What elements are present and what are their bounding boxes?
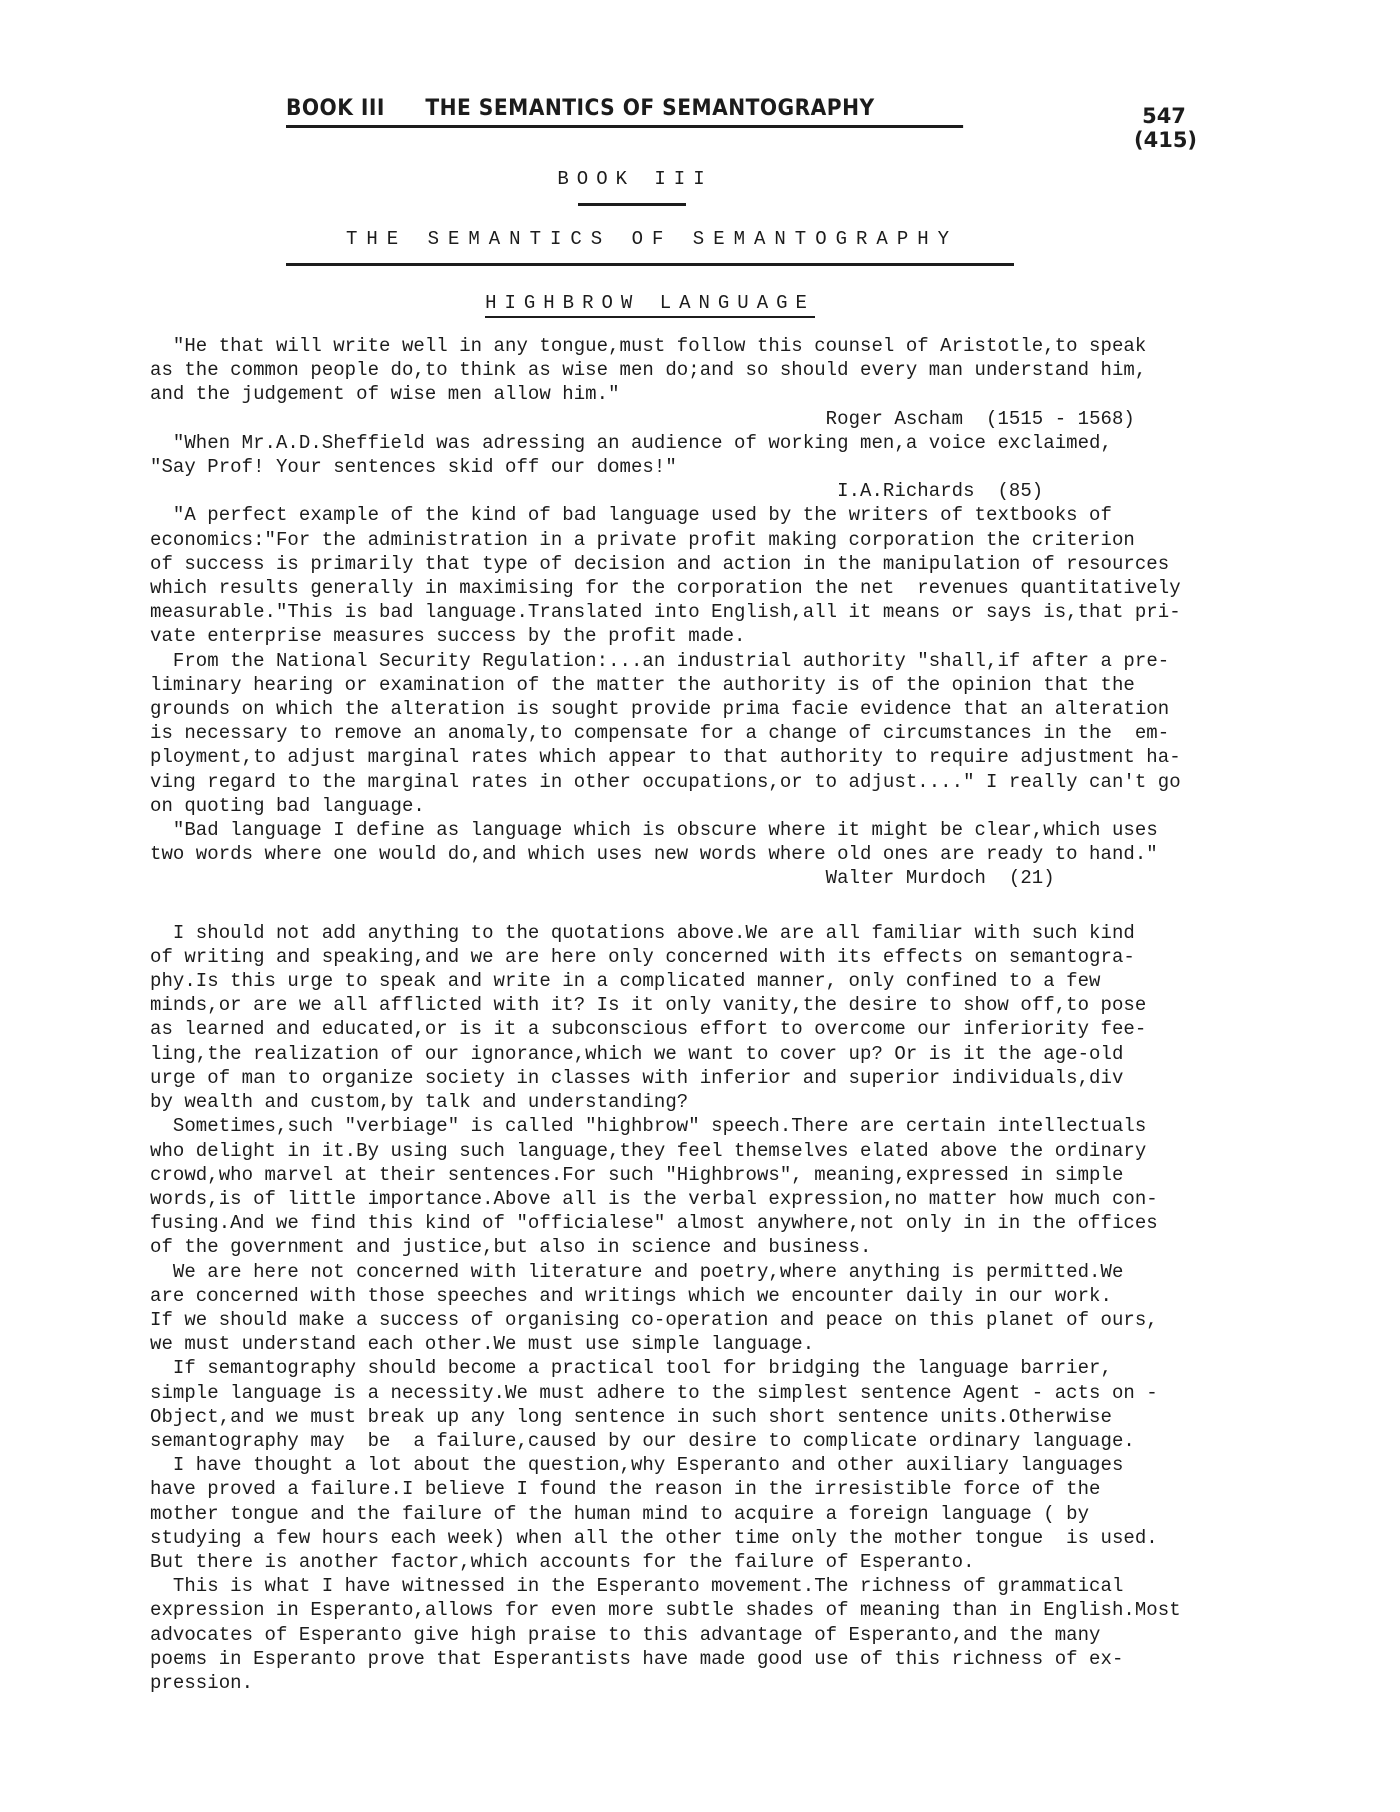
- quote-line: of success is primarily that type of decision and action in the manipulation of resources: [150, 552, 1170, 575]
- running-header-book: BOOK III: [286, 96, 385, 121]
- body-line: urge of man to organize society in classes with inferior and superior individuals,div: [150, 1066, 1124, 1089]
- book-subtitle: THE SEMANTICS OF SEMANTOGRAPHY: [345, 228, 959, 250]
- quote-line: "Bad language I define as language which is obscure where it might be clear,which uses: [150, 819, 1158, 842]
- body-line: by wealth and custom,by talk and understanding?: [150, 1091, 689, 1114]
- body-line: phy.Is this urge to speak and write in a complicated manner, only confined to a few: [150, 970, 1101, 993]
- quote-line: and the judgement of wise men allow him.": [150, 383, 620, 406]
- quote-block: [150, 503, 1260, 920]
- body-line: advocates of Esperanto give high praise to this advantage of Esperanto,and the many: [150, 1623, 1101, 1646]
- body-line: We are here not concerned with literature and poetry,where anything is permitted.We: [150, 1260, 1124, 1283]
- body-line: words,is of little importance.Above all is the verbal expression,no matter how much con-: [150, 1187, 1158, 1210]
- quote-line: measurable."This is bad language.Translated into English,all it means or says is,that pri-: [150, 601, 1181, 624]
- quote-line: on quoting bad language.: [150, 794, 425, 817]
- running-header-title: THE SEMANTICS OF SEMANTOGRAPHY: [425, 96, 875, 121]
- body-text: [150, 334, 1260, 1695]
- quote-line: ving regard to the marginal rates in other occupations,or to adjust...." I really can't go: [150, 770, 1181, 793]
- body-line: This is what I have witnessed in the Esperanto movement.The richness of grammatical: [150, 1575, 1124, 1598]
- body-line: mother tongue and the failure of the human mind to acquire a foreign language ( by: [150, 1502, 1090, 1525]
- quote-line: vate enterprise measures success by the profit made.: [150, 625, 746, 648]
- quote-line: economics:"For the administration in a private profit making corporation the criterion: [150, 528, 1135, 551]
- body-line: expression in Esperanto,allows for even more subtle shades of meaning than in English.Most: [150, 1599, 1181, 1622]
- body-line: minds,or are we all afflicted with it? Is it only vanity,the desire to show off,to pose: [150, 994, 1147, 1017]
- body-line: of writing and speaking,and we are here only concerned with its effects on semantogra-: [150, 945, 1135, 968]
- body-line: I should not add anything to the quotations above.We are all familiar with such kind: [150, 921, 1135, 944]
- quote-citation: I.A.Richards (85): [150, 480, 1044, 503]
- body-line: of the government and justice,but also in science and business.: [150, 1236, 872, 1259]
- quote-line: "A perfect example of the kind of bad language used by the writers of textbooks of: [150, 504, 1112, 527]
- body-line: But there is another factor,which accounts for the failure of Esperanto.: [150, 1550, 975, 1573]
- body-line: have proved a failure.I believe I found the reason in the irresistible force of the: [150, 1478, 1101, 1501]
- body-line: Sometimes,such "verbiage" is called "highbrow" speech.There are certain intellectuals: [150, 1115, 1147, 1138]
- book-title: BOOK III: [557, 168, 713, 190]
- page-number-alt: (415): [1134, 128, 1198, 152]
- main-paragraphs: [150, 921, 1260, 1696]
- quote-line: "He that will write well in any tongue,must follow this counsel of Aristotle,to speak: [150, 335, 1147, 357]
- quote-citation: Walter Murdoch (21): [150, 867, 1055, 890]
- page-number-main: 547: [1142, 104, 1186, 128]
- book-title-rule: [578, 203, 686, 206]
- page-number: [1134, 104, 1198, 152]
- running-header: [286, 96, 963, 128]
- quote-line: ployment,to adjust marginal rates which appear to that authority to require adjustment ha-: [150, 746, 1181, 769]
- quote-line: two words where one would do,and which uses new words where old ones are ready to hand.": [150, 843, 1158, 866]
- body-line: we must understand each other.We must use simple language.: [150, 1333, 815, 1356]
- body-line: poems in Esperanto prove that Esperantists have made good use of this richness of ex-: [150, 1647, 1124, 1670]
- quote-line: as the common people do,to think as wise men do;and so should every man understand him,: [150, 359, 1147, 382]
- body-line: I have thought a lot about the question,why Esperanto and other auxiliary languages: [150, 1454, 1124, 1477]
- section-title: [400, 292, 900, 314]
- body-line: semantography may be a failure,caused by our desire to complicate ordinary language.: [150, 1429, 1135, 1452]
- quote-citation: Roger Ascham (1515 - 1568): [150, 407, 1135, 430]
- body-line: pression.: [150, 1671, 254, 1694]
- quote-block: [150, 334, 1260, 431]
- body-line: crowd,who marvel at their sentences.For such "Highbrows", meaning,expressed in simple: [150, 1163, 1124, 1186]
- quote-line: "When Mr.A.D.Sheffield was adressing an audience of working men,a voice exclaimed,: [150, 431, 1112, 454]
- quote-line: "Say Prof! Your sentences skid off our domes!": [150, 456, 677, 479]
- quote-block: [150, 431, 1260, 504]
- quote-line: is necessary to remove an anomaly,to compensate for a change of circumstances in the em-: [150, 722, 1170, 745]
- quote-line: From the National Security Regulation:...an industrial authority "shall,if after a pre-: [150, 649, 1170, 672]
- body-line: simple language is a necessity.We must adhere to the simplest sentence Agent - acts on -: [150, 1381, 1158, 1404]
- body-line: If we should make a success of organising co-operation and peace on this planet of ours,: [150, 1308, 1158, 1331]
- body-line: who delight in it.By using such language,they feel themselves elated above the ordinary: [150, 1139, 1147, 1162]
- quote-line: liminary hearing or examination of the matter the authority is of the opinion that the: [150, 673, 1135, 696]
- body-line: fusing.And we find this kind of "officialese" almost anywhere,not only in in the offices: [150, 1212, 1158, 1235]
- body-line: studying a few hours each week) when all the other time only the mother tongue is used.: [150, 1526, 1158, 1549]
- quote-line: which results generally in maximising for the corporation the net revenues quantitatively: [150, 577, 1181, 600]
- book-subtitle-rule: [286, 263, 1014, 266]
- body-line: as learned and educated,or is it a subconscious effort to overcome our inferiority fee-: [150, 1018, 1147, 1041]
- quote-line: grounds on which the alteration is sought provide prima facie evidence that an alteration: [150, 698, 1170, 721]
- body-line: are concerned with those speeches and writings which we encounter daily in our work.: [150, 1284, 1112, 1307]
- body-line: Object,and we must break up any long sentence in such short sentence units.Otherwise: [150, 1405, 1112, 1428]
- body-line: If semantography should become a practical tool for bridging the language barrier,: [150, 1357, 1112, 1380]
- quotes-block: [150, 334, 1260, 921]
- body-line: ling,the realization of our ignorance,which we want to cover up? Or is it the age-old: [150, 1042, 1124, 1065]
- section-title-text: HIGHBROW LANGUAGE: [485, 292, 815, 318]
